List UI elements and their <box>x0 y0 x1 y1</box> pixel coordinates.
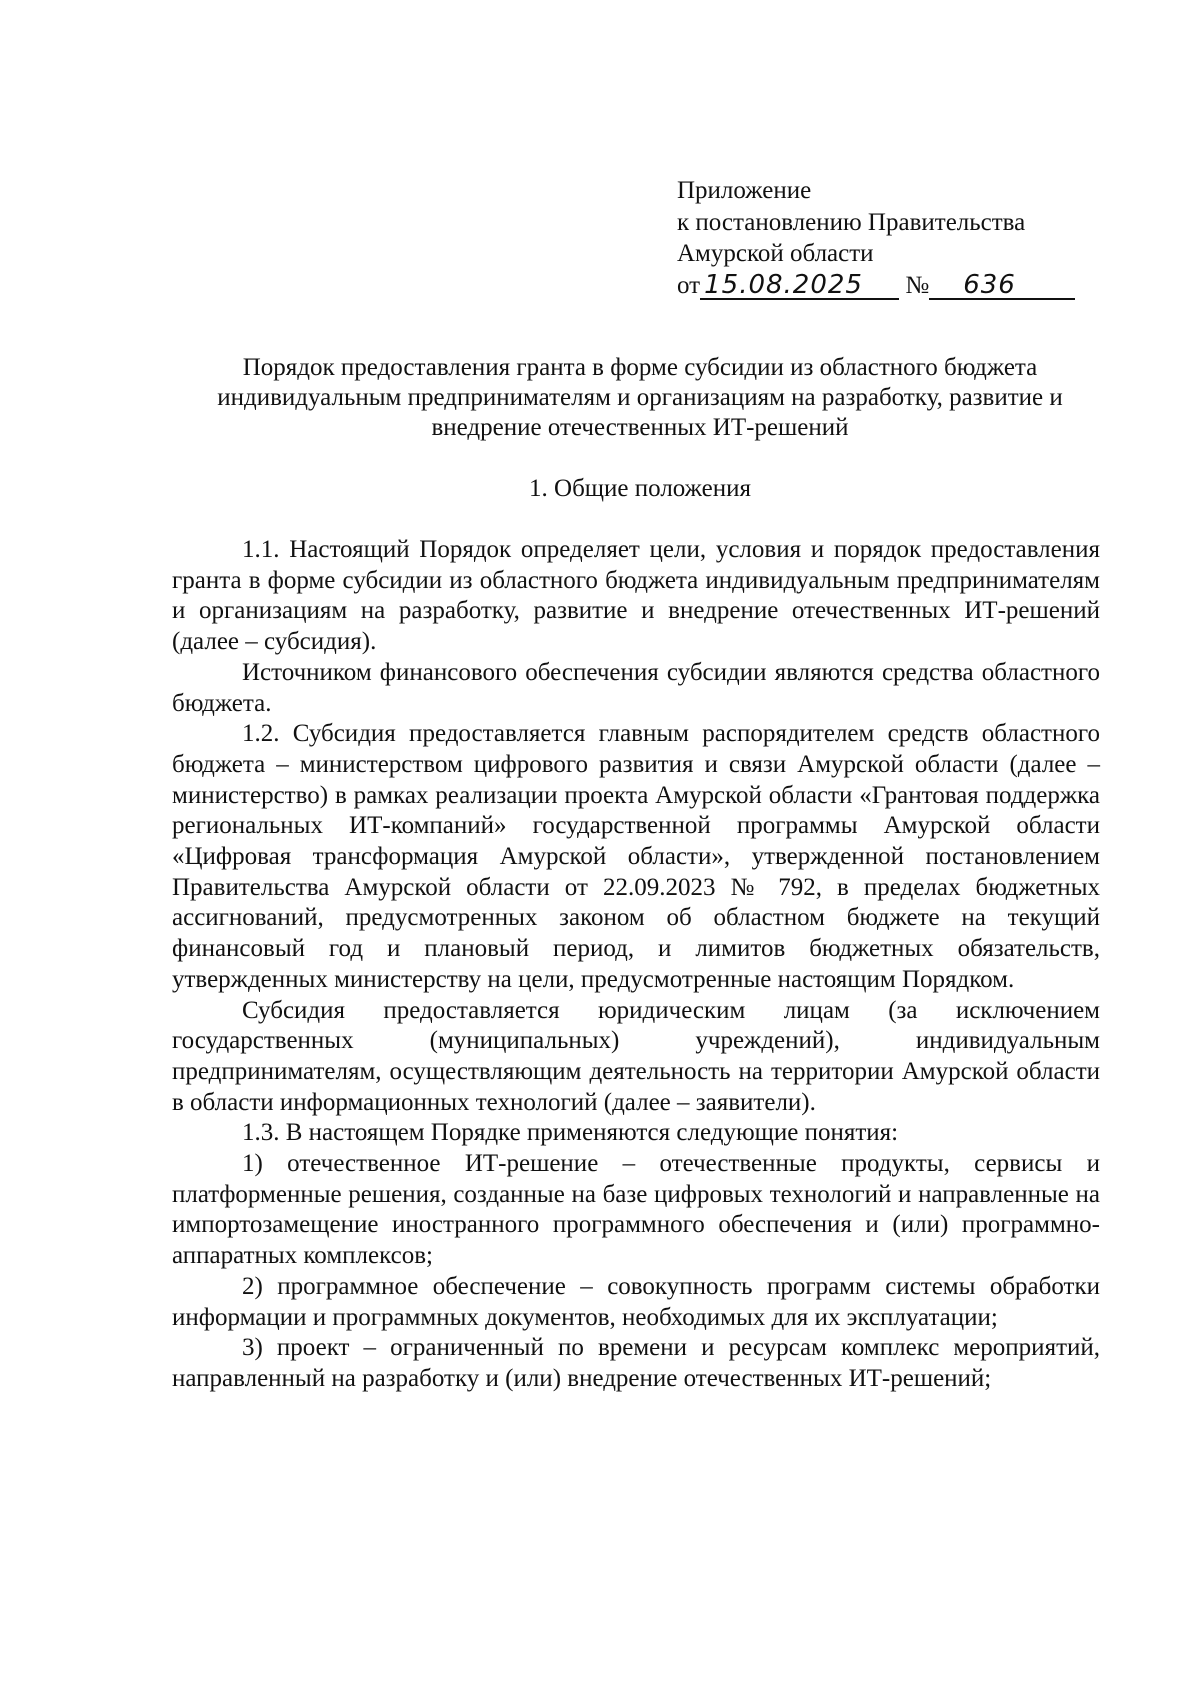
appendix-block <box>677 175 1075 301</box>
appendix-resolution-line: к постановлению Правительства <box>677 208 1026 236</box>
paragraph: 3) проект – ограниченный по времени и ресурсам комплекс мероприятий, направленный на разработку и (или) внедрение отечественных ИТ-решений; <box>172 1334 1100 1392</box>
paragraph: Субсидия предоставляется юридическим лицам (за исключением государственных (муниципальных) учреждений), индивидуальным предпринимателям, осуществляющим деятельность на территории Амурской области в области информационных технологий (далее – заявители). <box>172 996 1100 1116</box>
date-prefix: от <box>677 271 701 299</box>
handwritten-number: 636 <box>929 272 1075 300</box>
appendix-label: Приложение <box>677 177 812 204</box>
paragraph: 1.3. В настоящем Порядке применяются следующие понятия: <box>242 1119 899 1147</box>
paragraph: 1) отечественное ИТ-решение – отечественные продукты, сервисы и платформенные решения, созданные на базе цифровых технологий и направленные на импортозамещение иностранного программного обеспечения и (или) программно-аппаратных комплексов; <box>172 1150 1100 1270</box>
paragraph: 2) программное обеспечение – совокупность программ системы обработки информации и программных документов, необходимых для их эксплуатации; <box>172 1272 1100 1331</box>
handwritten-date: 15.08.2025 <box>700 272 899 300</box>
paragraph: 1.1. Настоящий Порядок определяет цели, условия и порядок предоставления гранта в форме субсидии из областного бюджета индивидуальным предпринимателям и организациям на разработку, развитие и внедрение отечественных ИТ-решений (далее – субсидия). <box>172 536 1100 656</box>
document-body <box>172 535 1100 1395</box>
number-prefix: № <box>905 271 930 299</box>
appendix-date-number-line <box>677 270 1075 302</box>
appendix-region-line: Амурской области <box>677 240 874 267</box>
document-title: Порядок предоставления гранта в форме субсидии из областного бюджета индивидуальным предпринимателям и организациям на разработку, развитие и внедрение отечественных ИТ-решений <box>217 354 1063 441</box>
section-heading: 1. Общие положения <box>529 475 751 502</box>
paragraph: 1.2. Субсидия предоставляется главным распорядителем средств областного бюджета – министерством цифрового развития и связи Амурской области (далее – министерство) в рамках реализации проекта Амурской области «Грантовая поддержка региональных ИТ-компаний» государственной программы Амурской области «Цифровая трансформация Амурской области», утвержденной постановлением Правительства Амурской области от 22.09.2023 № 792, в пределах бюджетных ассигнований, предусмотренных законом об областном бюджете на текущий финансовый год и плановый период, и лимитов бюджетных обязательств, утвержденных министерству на цели, предусмотренные настоящим Порядком. <box>172 720 1100 993</box>
paragraph: Источником финансового обеспечения субсидии являются средства областного бюджета. <box>172 658 1100 717</box>
